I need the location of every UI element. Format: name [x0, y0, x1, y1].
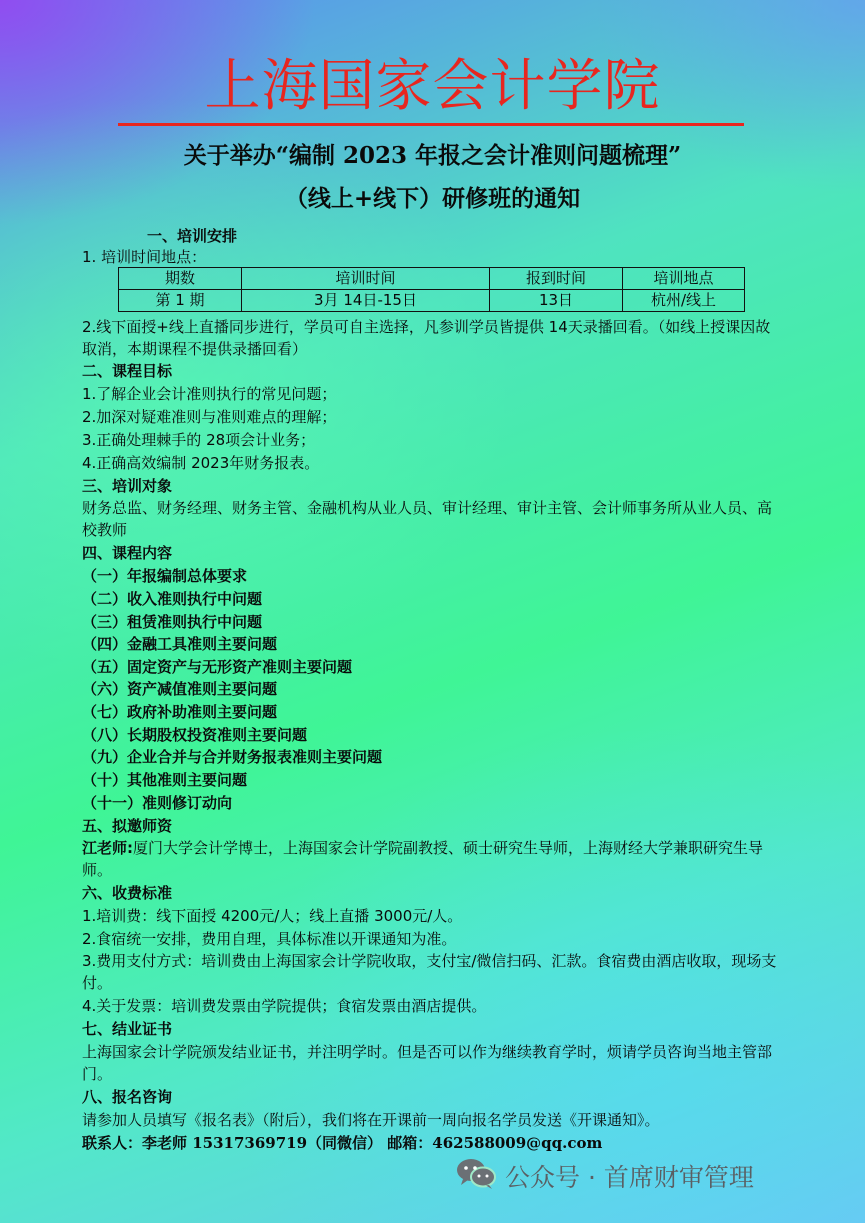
section-5-heading: 五、拟邀师资: [82, 817, 173, 835]
s4-item: （六）资产减值准则主要问题: [82, 680, 278, 698]
s4-item: （一）年报编制总体要求: [82, 567, 248, 585]
schedule-cell: 3月 14日-15日: [242, 290, 490, 312]
s4-item: （七）政府补助准则主要问题: [82, 703, 278, 721]
s4-item: （五）固定资产与无形资产准则主要问题: [82, 658, 353, 676]
wechat-watermark: [455, 1156, 835, 1196]
section-1-heading: 一、培训安排: [147, 227, 238, 245]
contact-line: 联系人：李老师 15317369719（同微信） 邮箱：462588009@qq.com: [82, 1134, 603, 1152]
brand-underline: [118, 123, 744, 126]
s4-item: （四）金融工具准则主要问题: [82, 635, 278, 653]
s2-item: 2.加深对疑难准则与准则难点的理解；: [82, 408, 337, 426]
teacher-name: 江老师:: [82, 839, 133, 857]
s5-text: [82, 837, 782, 881]
section-6-heading: 六、收费标准: [82, 884, 173, 902]
section-4-heading: 四、课程内容: [82, 544, 173, 562]
schedule-cell: 第 1 期: [119, 290, 242, 312]
schedule-header-cell: 培训时间: [242, 268, 490, 290]
s6-item: 1.培训费：线下面授 4200元/人；线上直播 3000元/人。: [82, 907, 463, 925]
schedule-header-cell: 期数: [119, 268, 242, 290]
section-7-heading: 七、结业证书: [82, 1020, 173, 1038]
schedule-header-cell: 培训地点: [623, 268, 745, 290]
s4-item: （八）长期股权投资准则主要问题: [82, 726, 308, 744]
schedule-table: [118, 267, 745, 312]
watermark-text: 公众号 · 首席财审管理: [505, 1163, 754, 1192]
notice-title-line2: （线上+线下）研修班的通知: [284, 185, 581, 212]
schedule-row: [119, 290, 745, 312]
schedule-cell: 13日: [490, 290, 623, 312]
teacher-bio: 厦门大学会计学博士，上海国家会计学院副教授、硕士研究生导师，上海财经大学兼职研究生导师。: [82, 839, 764, 879]
schedule-header-row: [119, 268, 745, 290]
s7-text: 上海国家会计学院颁发结业证书，并注明学时。但是否可以作为继续教育学时，烦请学员咨询当地主管部门。: [82, 1043, 773, 1083]
schedule-cell: 杭州/线上: [623, 290, 745, 312]
s2-item: 1.了解企业会计准则执行的常见问题；: [82, 385, 337, 403]
s6-item: 4.关于发票：培训费发票由学院提供；食宿发票由酒店提供。: [82, 997, 487, 1015]
s4-item: （三）租赁准则执行中问题: [82, 613, 263, 631]
section-2-heading: 二、课程目标: [82, 362, 173, 380]
section-8-heading: 八、报名咨询: [82, 1088, 173, 1106]
s4-item: （九）企业合并与合并财务报表准则主要问题: [82, 748, 383, 766]
s4-item: （十）其他准则主要问题: [82, 771, 248, 789]
notice-title-line1: 关于举办“编制 2023 年报之会计准则问题梳理”: [183, 142, 682, 169]
s1-item-1: 1. 培训时间地点：: [82, 248, 207, 266]
schedule-header-cell: 报到时间: [490, 268, 623, 290]
section-3-heading: 三、培训对象: [82, 477, 173, 495]
s6-item: 3.费用支付方式：培训费由上海国家会计学院收取，支付宝/微信扫码、汇款。食宿费由酒店收取，现场支付。: [82, 952, 777, 992]
s2-item: 3.正确处理棘手的 28项会计业务；: [82, 431, 316, 449]
s8-text: 请参加人员填写《报名表》（附后），我们将在开课前一周向报名学员发送《开课通知》。: [82, 1111, 660, 1129]
s6-item: 2.食宿统一安排，费用自理，具体标准以开课通知为准。: [82, 930, 457, 948]
s2-item: 4.正确高效编制 2023年财务报表。: [82, 454, 320, 472]
s4-item: （二）收入准则执行中问题: [82, 590, 263, 608]
s3-text: 财务总监、财务经理、财务主管、金融机构从业人员、审计经理、审计主管、会计师事务所从业人员、高校教师: [82, 499, 773, 539]
wechat-icon: [455, 1156, 497, 1202]
brand-title: 上海国家会计学院: [204, 54, 661, 119]
s1-item-2: 2.线下面授+线上直播同步进行，学员可自主选择，凡参训学员皆提供 14天录播回看。（如线上授课因故取消，本期课程不提供录播回看）: [82, 318, 771, 358]
s4-item: （十一）准则修订动向: [82, 794, 233, 812]
